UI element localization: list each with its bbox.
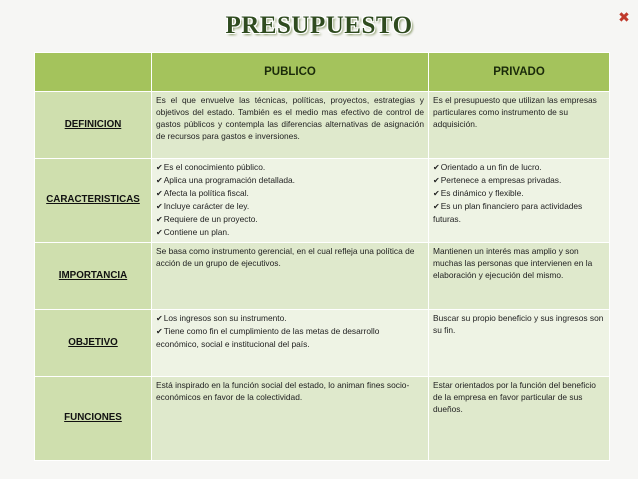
checkmark-icon: ✔ [156, 327, 163, 337]
list-item: ✔Afecta la política fiscal. [156, 188, 249, 199]
checkmark-icon: ✔ [156, 228, 163, 238]
list-item: ✔Incluye carácter de ley. [156, 201, 250, 212]
checkmark-icon: ✔ [156, 176, 163, 186]
page-title: PRESUPUESTO [225, 12, 413, 39]
row-label-funciones: FUNCIONES [35, 377, 152, 461]
checkmark-icon: ✔ [156, 163, 163, 172]
header-privado: PRIVADO [429, 53, 610, 92]
list-item: ✔Es dinámico y flexible. [433, 188, 524, 199]
checkmark-icon: ✔ [156, 314, 163, 323]
comparison-table [34, 52, 610, 461]
list-item: ✔Es un plan financiero para actividades futuras. [433, 201, 583, 225]
publico-funciones: Está inspirado en la función social del estado, lo animan fines socio-económicos en favor de la colectividad. [152, 377, 429, 461]
publico-caracteristicas [152, 159, 429, 243]
checkmark-icon: ✔ [433, 176, 440, 186]
checkmark-icon: ✔ [156, 202, 163, 212]
header-row [35, 53, 610, 92]
checkmark-icon: ✔ [156, 215, 163, 225]
row-objetivo [35, 310, 610, 377]
privado-definicion: Es el presupuesto que utilizan las empresas particulares como instrumento de su adquisición. [429, 92, 610, 159]
header-publico: PUBLICO [152, 53, 429, 92]
row-definicion [35, 92, 610, 159]
list-item: ✔Aplica una programación detallada. [156, 175, 295, 186]
checkmark-icon: ✔ [433, 202, 440, 212]
list-item: ✔Es el conocimiento público. [156, 162, 266, 172]
row-caracteristicas [35, 159, 610, 243]
privado-caracteristicas [429, 159, 610, 243]
list-item: ✔Tiene como fin el cumplimiento de las metas de desarrollo económico, social e institucional del país. [156, 326, 380, 350]
publico-definicion: Es el que envuelve las técnicas, políticas, proyectos, estrategias y objetivos del estado. También es el medio mas efectivo de control de gastos públicos y contempla las diferencias alternativas de asignación de recursos para gastos e inversiones. [152, 92, 429, 159]
row-label-importancia: IMPORTANCIA [35, 243, 152, 310]
checkmark-icon: ✔ [433, 189, 440, 199]
row-label-caracteristicas: CARACTERISTICAS [35, 159, 152, 243]
list-item: ✔Contiene un plan. [156, 227, 230, 238]
list-item: ✔Orientado a un fin de lucro. [433, 162, 542, 172]
row-funciones [35, 377, 610, 461]
list-item: ✔Los ingresos son su instrumento. [156, 313, 287, 323]
checkmark-icon: ✔ [433, 163, 440, 172]
header-empty-cell [35, 53, 152, 92]
close-x-icon: ✖ [618, 10, 630, 26]
list-item: ✔Requiere de un proyecto. [156, 214, 258, 225]
row-importancia [35, 243, 610, 310]
publico-importancia: Se basa como instrumento gerencial, en el cual refleja una política de acción de un grupo de ejecutivos. [152, 243, 429, 310]
row-label-objetivo: OBJETIVO [35, 310, 152, 377]
list-item: ✔Pertenece a empresas privadas. [433, 175, 562, 186]
row-label-definicion: DEFINICION [35, 92, 152, 159]
privado-objetivo: Buscar su propio beneficio y sus ingresos son su fin. [429, 310, 610, 377]
privado-importancia: Mantienen un interés mas amplio y son muchas las personas que intervienen en la elaboración y ejecución del mismo. [429, 243, 610, 310]
privado-funciones: Estar orientados por la función del beneficio de la empresa en favor particular de sus dueños. [429, 377, 610, 461]
checkmark-icon: ✔ [156, 189, 163, 199]
publico-objetivo [152, 310, 429, 377]
